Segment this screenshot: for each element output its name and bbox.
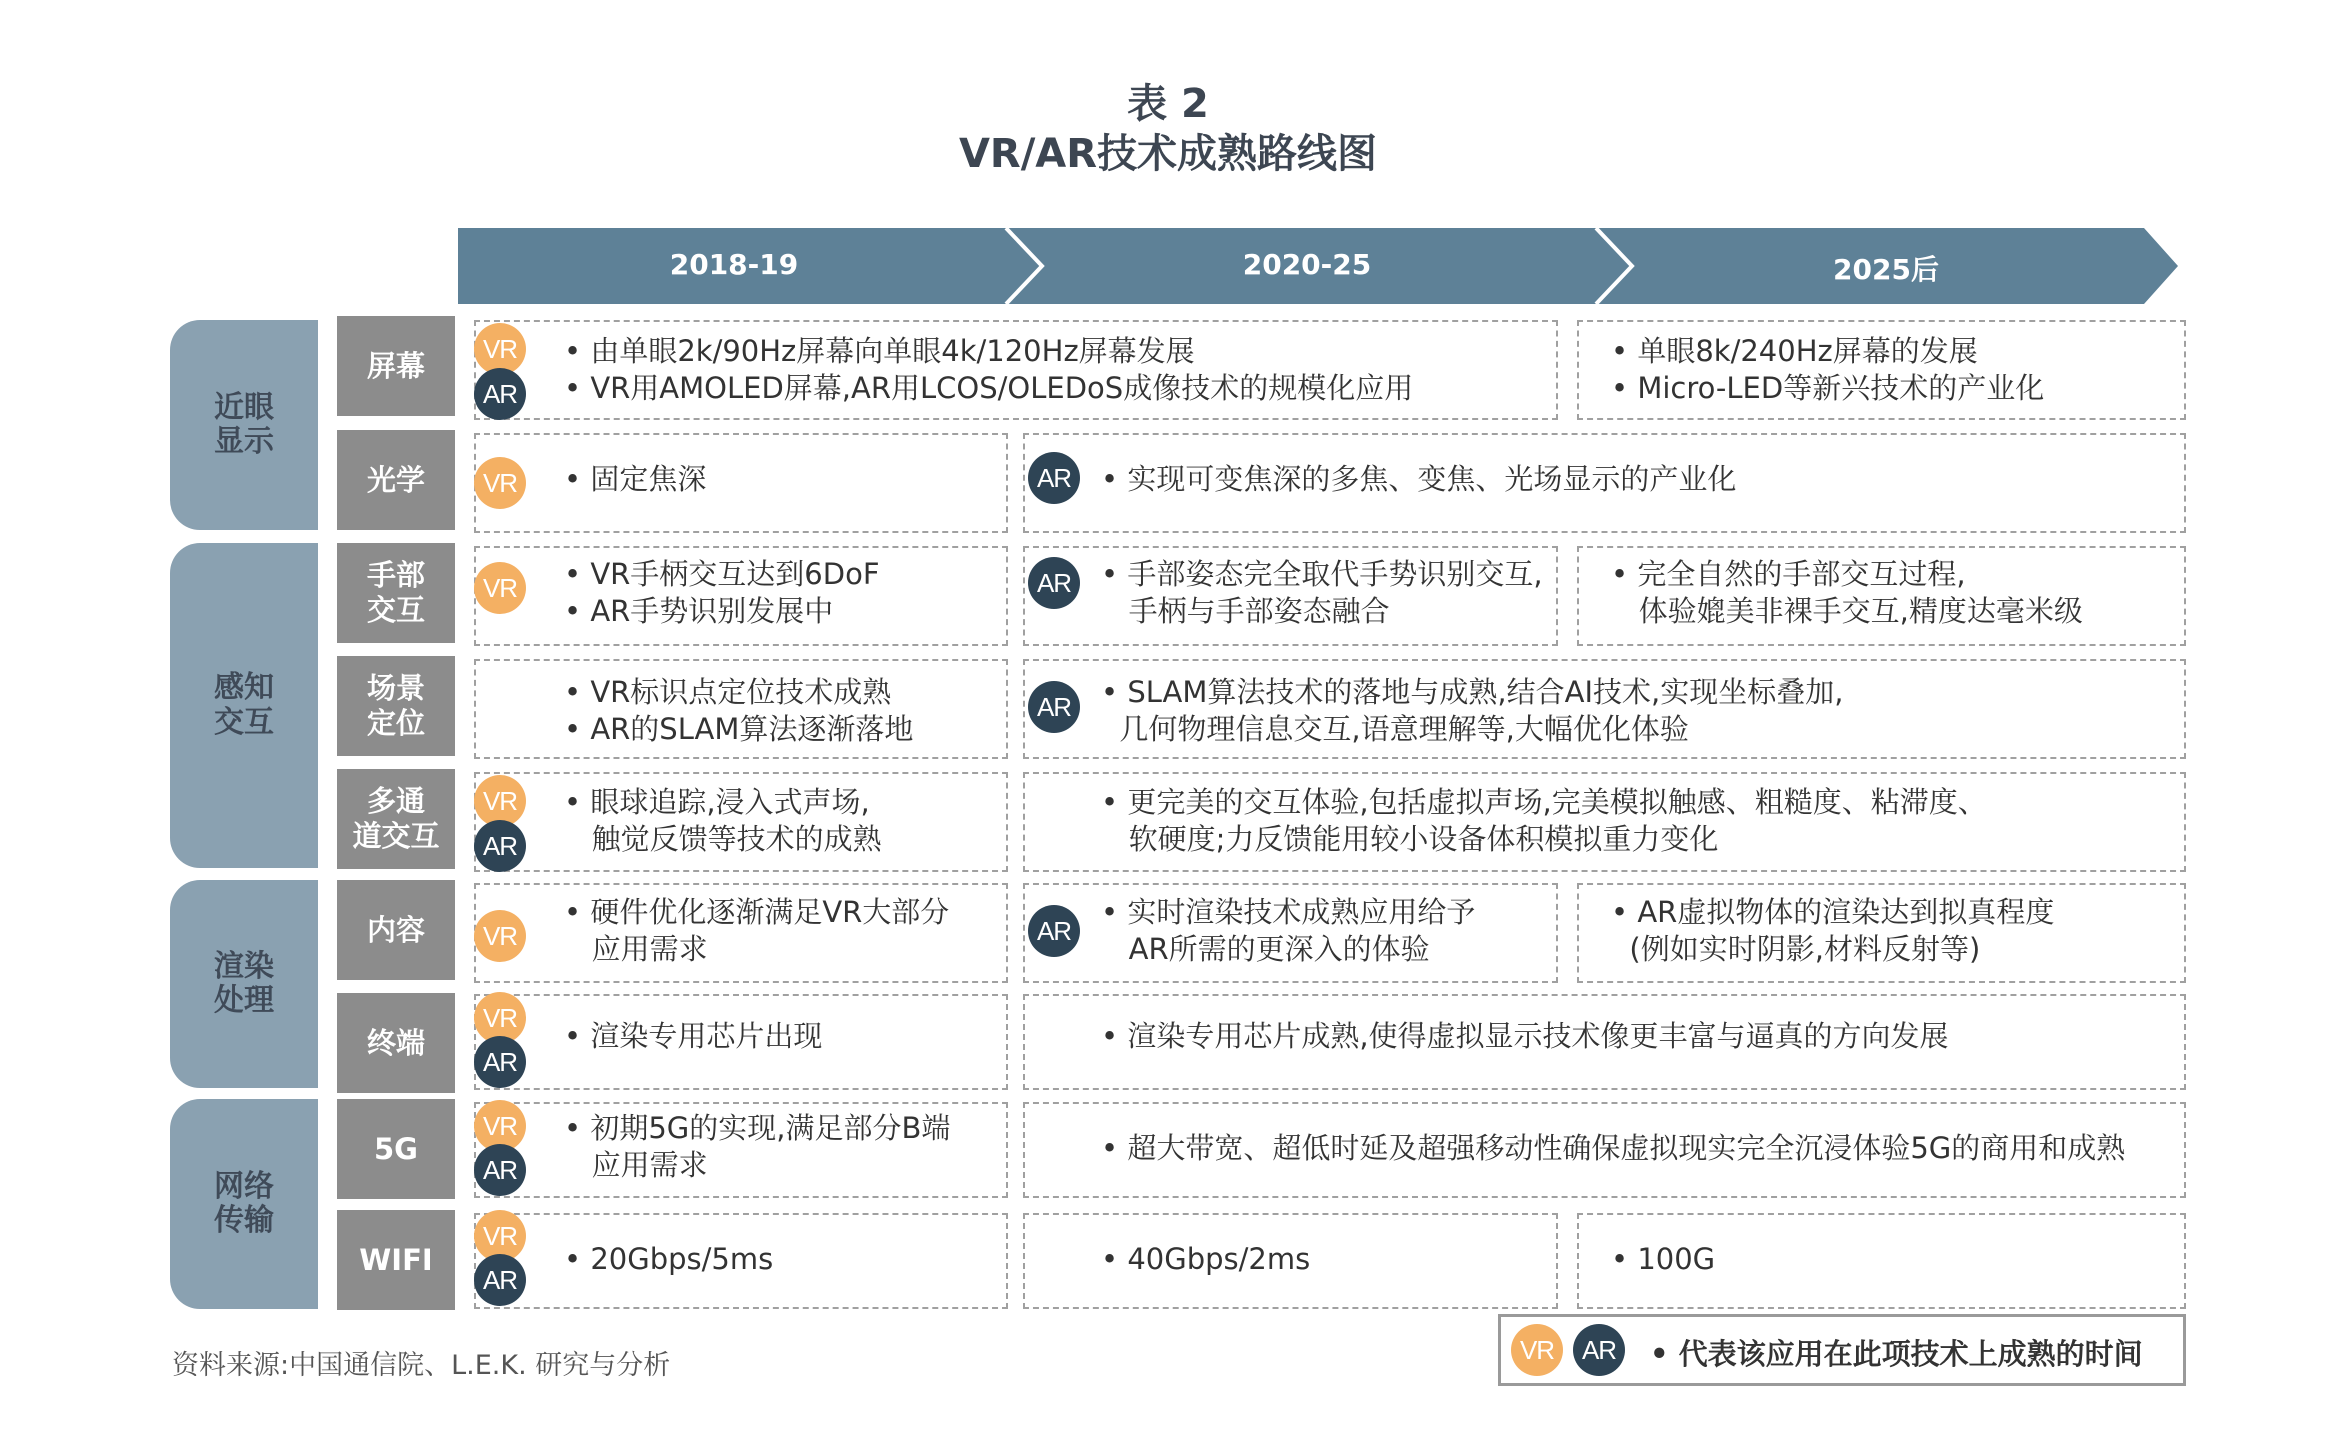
ar-badge: AR xyxy=(1573,1324,1625,1376)
vr-badge: VR xyxy=(474,1210,526,1262)
vr-badge: VR xyxy=(474,457,526,509)
cell-text: • SLAM算法技术的落地与成熟,结合AI技术,实现坐标叠加, 几何物理信息交互,语意理解等,大幅优化体验 xyxy=(1101,675,1844,746)
cell-text: • 由单眼2k/90Hz屏幕向单眼4k/120Hz屏幕发展 • VR用AMOLED屏幕,AR用LCOS/OLEDoS成像技术的规模化应用 xyxy=(564,334,1414,405)
cell-text: • 20Gbps/5ms xyxy=(564,1242,774,1276)
cell-text: • 手部姿态完全取代手势识别交互, 手柄与手部姿态融合 xyxy=(1101,557,1543,628)
vr-badge: VR xyxy=(474,323,526,375)
cell-text: • 渲染专用芯片出现 xyxy=(564,1019,823,1053)
cell-text: • 超大带宽、超低时延及超强移动性确保虚拟现实完全沉浸体验5G的商用和成熟 xyxy=(1101,1131,2126,1165)
cell-text: • 实时渲染技术成熟应用给予 AR所需的更深入的体验 xyxy=(1101,895,1476,966)
cell-text: • 更完美的交互体验,包括虚拟声场,完美模拟触感、粗糙度、粘滞度、 软硬度;力反馈能用较小设备体积模拟重力变化 xyxy=(1101,785,1987,856)
ar-badge: AR xyxy=(1028,681,1080,733)
ar-badge: AR xyxy=(474,368,526,420)
sub-scene-positioning: 场景 定位 xyxy=(337,656,455,756)
timeline-period-3: 2025后 xyxy=(1833,253,1939,286)
cell-text: • VR标识点定位技术成熟 • AR的SLAM算法逐渐落地 xyxy=(564,675,914,746)
cell-text: • 实现可变焦深的多焦、变焦、光场显示的产业化 xyxy=(1101,462,1737,496)
category-rendering: 渲染 处理 xyxy=(170,880,318,1088)
category-near-eye-display: 近眼 显示 xyxy=(170,320,318,530)
legend-text: • 代表该应用在此项技术上成熟的时间 xyxy=(1650,1337,2143,1371)
cell-text: • 眼球追踪,浸入式声场, 触觉反馈等技术的成熟 xyxy=(564,785,882,856)
vr-badge: VR xyxy=(474,775,526,827)
cell-text: • VR手柄交互达到6DoF • AR手势识别发展中 xyxy=(564,557,880,628)
sub-content: 内容 xyxy=(337,880,455,980)
cell-text: • 100G xyxy=(1611,1242,1716,1276)
cell-text: • 单眼8k/240Hz屏幕的发展 • Micro-LED等新兴技术的产业化 xyxy=(1611,334,2045,405)
ar-badge: AR xyxy=(474,1144,526,1196)
cell-text: • AR虚拟物体的渲染达到拟真程度 (例如实时阴影,材料反射等) xyxy=(1611,895,2055,966)
cell-text: • 40Gbps/2ms xyxy=(1101,1242,1311,1276)
vr-badge: VR xyxy=(1511,1324,1563,1376)
sub-hand-interaction: 手部 交互 xyxy=(337,543,455,643)
cell-text: • 初期5G的实现,满足部分B端 应用需求 xyxy=(564,1111,951,1182)
ar-badge: AR xyxy=(474,1036,526,1088)
cell-optics-2018 xyxy=(474,433,1008,533)
cell-text: • 完全自然的手部交互过程, 体验媲美非裸手交互,精度达毫米级 xyxy=(1611,557,2083,628)
cell-text: • 固定焦深 xyxy=(564,462,707,496)
source-note: 资料来源:中国通信院、L.E.K. 研究与分析 xyxy=(172,1350,671,1381)
timeline-period-1: 2018-19 xyxy=(669,248,799,281)
table-number: 表 2 xyxy=(1127,81,1209,127)
vr-badge: VR xyxy=(474,562,526,614)
vr-badge: VR xyxy=(474,992,526,1044)
sub-screen: 屏幕 xyxy=(337,316,455,416)
category-network: 网络 传输 xyxy=(170,1099,318,1309)
ar-badge: AR xyxy=(1028,452,1080,504)
cell-text: • 硬件优化逐渐满足VR大部分 应用需求 xyxy=(564,895,950,966)
sub-wifi: WIFI xyxy=(337,1210,455,1310)
vr-badge: VR xyxy=(474,910,526,962)
ar-badge: AR xyxy=(474,820,526,872)
ar-badge: AR xyxy=(1028,557,1080,609)
ar-badge: AR xyxy=(474,1254,526,1306)
sub-terminal: 终端 xyxy=(337,993,455,1093)
cell-text: • 渲染专用芯片成熟,使得虚拟显示技术像更丰富与逼真的方向发展 xyxy=(1101,1019,1949,1053)
page-title: VR/AR技术成熟路线图 xyxy=(958,131,1378,177)
vr-badge: VR xyxy=(474,1100,526,1152)
sub-optics: 光学 xyxy=(337,430,455,530)
sub-5g: 5G xyxy=(337,1099,455,1199)
ar-badge: AR xyxy=(1028,905,1080,957)
timeline-period-2: 2020-25 xyxy=(1242,248,1372,281)
sub-multichannel: 多通 道交互 xyxy=(337,769,455,869)
category-perception-interaction: 感知 交互 xyxy=(170,543,318,868)
